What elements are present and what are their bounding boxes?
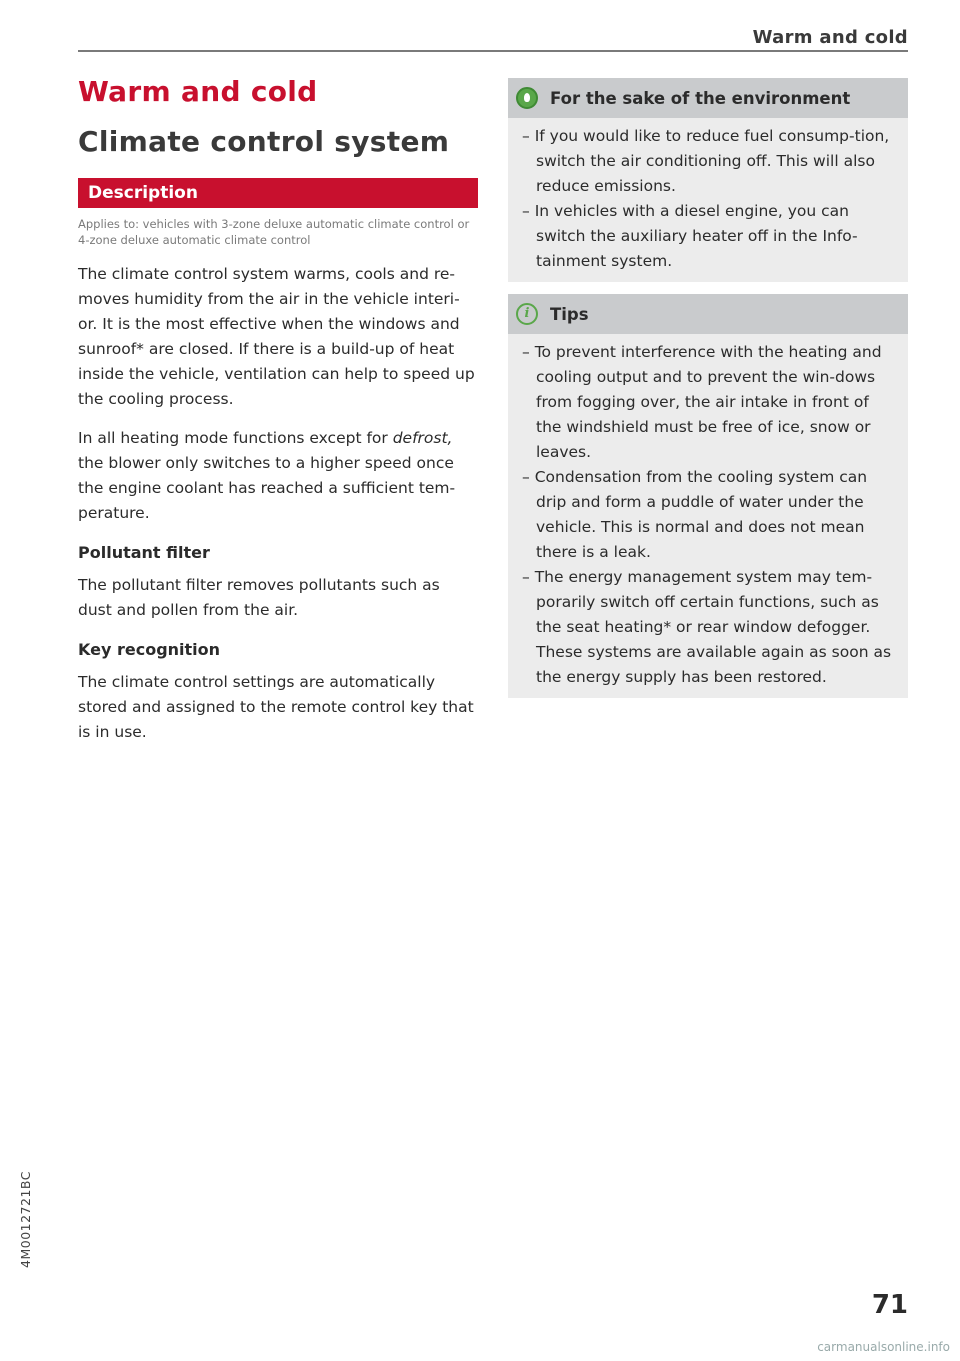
tips-note-title: Tips (550, 304, 589, 324)
header-rule (78, 50, 908, 52)
key-recognition-text: The climate control settings are automatically stored and assigned to the remote control key that is in use. (78, 673, 474, 741)
intro-paragraph: The climate control system warms, cools and re-moves humidity from the air in the vehicle interi-or. It is the most effective when the windows and sunroof* are closed. If there is a build-up of heat inside the vehicle, ventilation can help to speed up the cooling process. (78, 265, 475, 408)
section-title: Warm and cold (78, 75, 318, 108)
right-column (508, 78, 908, 698)
environment-note-header (508, 78, 908, 118)
description-bar: Description (78, 178, 478, 208)
heating-text-end: the blower only switches to a higher speed once the engine coolant has reached a sufficient tem-perature. (78, 454, 456, 522)
defrost-term: defrost, (392, 429, 453, 447)
list-item: – If you would like to reduce fuel consump-tion, switch the air conditioning off. This will also reduce emissions. (518, 124, 896, 199)
chapter-title: Climate control system (78, 125, 450, 158)
heating-mode-paragraph (78, 426, 478, 526)
info-icon: i (516, 303, 538, 325)
page-number: 71 (871, 1290, 908, 1320)
environment-note-list (508, 118, 908, 282)
left-column (78, 72, 478, 745)
key-recognition-heading: Key recognition (78, 640, 221, 659)
document-code (18, 1171, 33, 1269)
heating-text-start: In all heating mode functions except for (78, 429, 393, 447)
document-code-text: 4M0012721BC (18, 1171, 33, 1268)
pollutant-filter-text: The pollutant filter removes pollutants such as dust and pollen from the air. (78, 576, 440, 619)
list-item: – Condensation from the cooling system can drip and form a puddle of water under the vehicle. This is normal and does not mean there is a leak. (518, 465, 896, 565)
environment-note-title: For the sake of the environment (550, 88, 851, 108)
running-head: Warm and cold (752, 27, 908, 48)
environment-note (508, 78, 908, 282)
list-item: – To prevent interference with the heating and cooling output and to prevent the win-dows from fogging over, the air intake in front of the windshield must be free of ice, snow or leaves. (518, 340, 896, 465)
applies-to-note: Applies to: vehicles with 3-zone deluxe automatic climate control or 4-zone deluxe automatic climate control (78, 217, 470, 247)
tips-note-list (508, 334, 908, 698)
pollutant-filter-heading: Pollutant filter (78, 543, 210, 562)
list-item: – The energy management system may tem-porarily switch off certain functions, such as the seat heating* or rear window defogger. These systems are available again as soon as the energy supply has been restored. (518, 565, 896, 690)
list-item: – In vehicles with a diesel engine, you can switch the auxiliary heater off in the Info-tainment system. (518, 199, 896, 274)
tips-note (508, 294, 908, 698)
tips-note-header (508, 294, 908, 334)
environment-icon (516, 87, 538, 109)
watermark: carmanualsonline.info (817, 1340, 950, 1354)
